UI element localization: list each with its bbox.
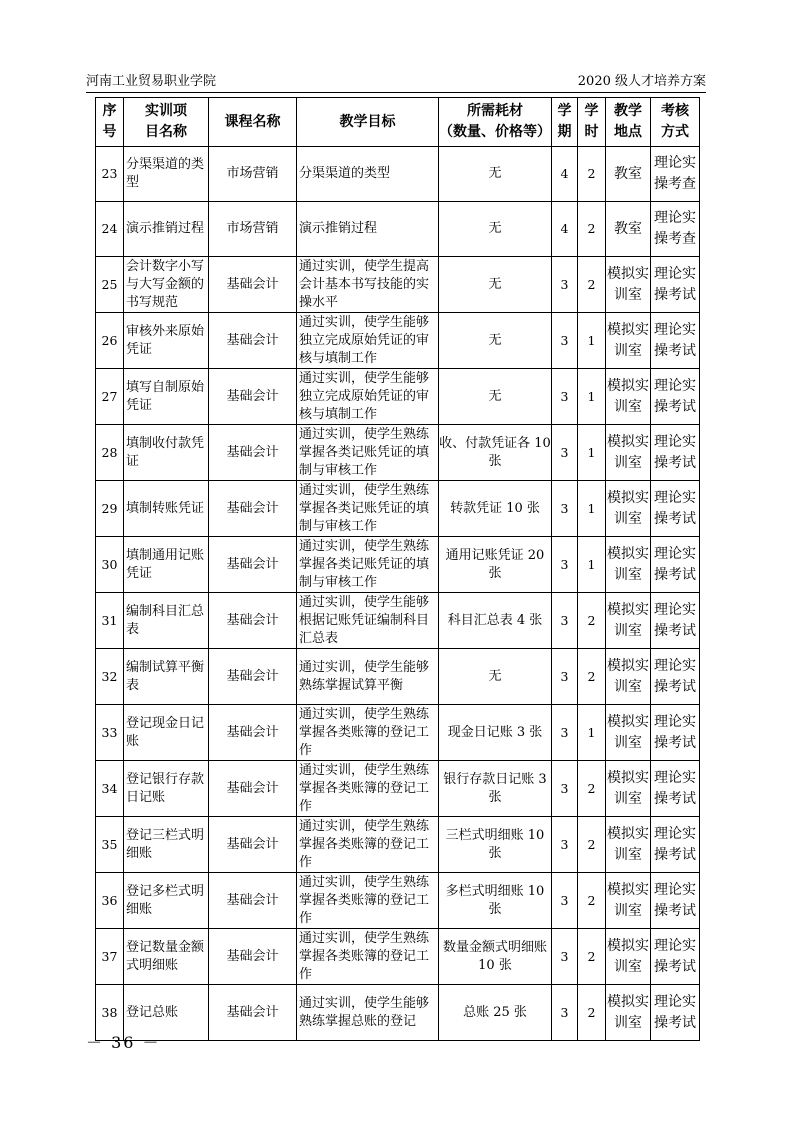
cell-no: 36 (96, 873, 124, 929)
cell-no: 29 (96, 481, 124, 537)
cell-exam: 理论实操考试 (651, 929, 700, 985)
cell-goal: 通过实训，使学生熟练掌握各类记账凭证的填制与审核工作 (297, 537, 439, 593)
cell-term: 3 (552, 873, 578, 929)
cell-project: 登记总账 (124, 985, 209, 1041)
table-row (96, 761, 700, 817)
cell-course: 基础会计 (209, 481, 297, 537)
table-row (96, 425, 700, 481)
cell-no: 32 (96, 649, 124, 705)
table-row (96, 649, 700, 705)
cell-term: 3 (552, 481, 578, 537)
cell-hours: 1 (578, 369, 606, 425)
cell-course: 基础会计 (209, 425, 297, 481)
cell-term: 3 (552, 817, 578, 873)
cell-exam: 理论实操考试 (651, 873, 700, 929)
table-row (96, 257, 700, 313)
cell-no: 33 (96, 705, 124, 761)
cell-location: 模拟实训室 (606, 929, 651, 985)
cell-course: 基础会计 (209, 817, 297, 873)
cell-location: 教室 (606, 147, 651, 202)
cell-location: 模拟实训室 (606, 593, 651, 649)
cell-exam: 理论实操考试 (651, 985, 700, 1041)
header-materials: 所需耗材 （数量、价格等） (439, 98, 552, 147)
cell-hours: 1 (578, 481, 606, 537)
cell-hours: 1 (578, 425, 606, 481)
cell-goal: 通过实训，使学生能够独立完成原始凭证的审核与填制工作 (297, 369, 439, 425)
cell-no: 30 (96, 537, 124, 593)
cell-goal: 演示推销过程 (297, 202, 439, 257)
cell-project: 填制收付款凭证 (124, 425, 209, 481)
table-row (96, 147, 700, 202)
cell-hours: 2 (578, 761, 606, 817)
page-number: － 36 － (86, 1033, 161, 1052)
cell-hours: 1 (578, 537, 606, 593)
cell-location: 模拟实训室 (606, 873, 651, 929)
cell-project: 登记三栏式明细账 (124, 817, 209, 873)
cell-no: 38 (96, 985, 124, 1041)
cell-no: 35 (96, 817, 124, 873)
cell-project: 演示推销过程 (124, 202, 209, 257)
cell-term: 3 (552, 425, 578, 481)
cell-no: 31 (96, 593, 124, 649)
header-term: 学 期 (552, 98, 578, 147)
cell-course: 市场营销 (209, 147, 297, 202)
cell-materials: 三栏式明细账 10 张 (439, 817, 552, 873)
cell-materials: 科目汇总表 4 张 (439, 593, 552, 649)
cell-hours: 2 (578, 817, 606, 873)
cell-location: 模拟实训室 (606, 649, 651, 705)
cell-materials: 无 (439, 147, 552, 202)
cell-project: 登记多栏式明细账 (124, 873, 209, 929)
table-row (96, 537, 700, 593)
cell-materials: 无 (439, 257, 552, 313)
cell-no: 23 (96, 147, 124, 202)
cell-goal: 通过实训，使学生能够独立完成原始凭证的审核与填制工作 (297, 313, 439, 369)
table-row (96, 873, 700, 929)
cell-term: 4 (552, 147, 578, 202)
cell-materials: 无 (439, 202, 552, 257)
cell-hours: 2 (578, 873, 606, 929)
cell-term: 3 (552, 649, 578, 705)
cell-exam: 理论实操考试 (651, 649, 700, 705)
header-goal: 教学目标 (297, 98, 439, 147)
cell-materials: 无 (439, 369, 552, 425)
cell-goal: 通过实训，使学生熟练掌握各类账簿的登记工作 (297, 929, 439, 985)
cell-materials: 转款凭证 10 张 (439, 481, 552, 537)
cell-exam: 理论实操考试 (651, 761, 700, 817)
cell-course: 基础会计 (209, 369, 297, 425)
cell-location: 模拟实训室 (606, 985, 651, 1041)
cell-materials: 数量金额式明细账 10 张 (439, 929, 552, 985)
cell-course: 市场营销 (209, 202, 297, 257)
header-institution: 河南工业贸易职业学院 (86, 74, 217, 89)
cell-course: 基础会计 (209, 985, 297, 1041)
cell-term: 3 (552, 257, 578, 313)
cell-term: 3 (552, 761, 578, 817)
cell-location: 教室 (606, 202, 651, 257)
header-document-title: 2020 级人才培养方案 (577, 74, 706, 89)
cell-project: 编制科目汇总表 (124, 593, 209, 649)
cell-exam: 理论实操考试 (651, 593, 700, 649)
cell-exam: 理论实操考试 (651, 817, 700, 873)
cell-goal: 通过实训，使学生熟练掌握各类账簿的登记工作 (297, 873, 439, 929)
cell-location: 模拟实训室 (606, 257, 651, 313)
table-row (96, 202, 700, 257)
header-location: 教学 地点 (606, 98, 651, 147)
cell-location: 模拟实训室 (606, 481, 651, 537)
cell-goal: 通过实训，使学生熟练掌握各类记账凭证的填制与审核工作 (297, 481, 439, 537)
cell-materials: 现金日记账 3 张 (439, 705, 552, 761)
cell-project: 填制通用记账凭证 (124, 537, 209, 593)
table-row (96, 369, 700, 425)
cell-exam: 理论实操考试 (651, 481, 700, 537)
cell-no: 27 (96, 369, 124, 425)
cell-goal: 通过实训，使学生熟练掌握各类账簿的登记工作 (297, 761, 439, 817)
cell-location: 模拟实训室 (606, 537, 651, 593)
cell-exam: 理论实操考试 (651, 425, 700, 481)
cell-location: 模拟实训室 (606, 817, 651, 873)
cell-goal: 分渠渠道的类型 (297, 147, 439, 202)
cell-hours: 2 (578, 985, 606, 1041)
table-row (96, 313, 700, 369)
cell-goal: 通过实训，使学生熟练掌握各类账簿的登记工作 (297, 705, 439, 761)
cell-exam: 理论实操考试 (651, 313, 700, 369)
table-row (96, 817, 700, 873)
cell-course: 基础会计 (209, 873, 297, 929)
table-row (96, 705, 700, 761)
header-hours: 学 时 (578, 98, 606, 147)
header-course: 课程名称 (209, 98, 297, 147)
cell-materials: 通用记账凭证 20 张 (439, 537, 552, 593)
cell-location: 模拟实训室 (606, 761, 651, 817)
cell-materials: 银行存款日记账 3 张 (439, 761, 552, 817)
cell-term: 4 (552, 202, 578, 257)
cell-course: 基础会计 (209, 705, 297, 761)
cell-no: 37 (96, 929, 124, 985)
cell-goal: 通过实训，使学生能够根据记账凭证编制科目汇总表 (297, 593, 439, 649)
cell-goal: 通过实训，使学生提高会计基本书写技能的实操水平 (297, 257, 439, 313)
cell-project: 填写自制原始凭证 (124, 369, 209, 425)
cell-materials: 总账 25 张 (439, 985, 552, 1041)
cell-exam: 理论实操考试 (651, 705, 700, 761)
cell-no: 34 (96, 761, 124, 817)
cell-hours: 2 (578, 593, 606, 649)
cell-term: 3 (552, 369, 578, 425)
cell-materials: 无 (439, 649, 552, 705)
table-row (96, 929, 700, 985)
cell-term: 3 (552, 705, 578, 761)
cell-project: 分渠渠道的类型 (124, 147, 209, 202)
cell-course: 基础会计 (209, 257, 297, 313)
cell-hours: 1 (578, 313, 606, 369)
cell-goal: 通过实训，使学生能够熟练掌握试算平衡 (297, 649, 439, 705)
header-seq: 序 号 (96, 98, 124, 147)
header-exam: 考核 方式 (651, 98, 700, 147)
cell-no: 25 (96, 257, 124, 313)
cell-hours: 2 (578, 649, 606, 705)
cell-location: 模拟实训室 (606, 369, 651, 425)
cell-course: 基础会计 (209, 761, 297, 817)
cell-term: 3 (552, 537, 578, 593)
cell-goal: 通过实训，使学生能够熟练掌握总账的登记 (297, 985, 439, 1041)
cell-project: 会计数字小写与大写金额的书写规范 (124, 257, 209, 313)
header-project: 实训项 目名称 (124, 98, 209, 147)
cell-hours: 1 (578, 705, 606, 761)
cell-materials: 无 (439, 313, 552, 369)
cell-course: 基础会计 (209, 593, 297, 649)
cell-term: 3 (552, 985, 578, 1041)
cell-course: 基础会计 (209, 313, 297, 369)
cell-materials: 收、付款凭证各 10 张 (439, 425, 552, 481)
cell-hours: 2 (578, 202, 606, 257)
training-table (95, 97, 700, 1041)
table-header-row (96, 98, 700, 147)
cell-materials: 多栏式明细账 10 张 (439, 873, 552, 929)
cell-project: 登记现金日记账 (124, 705, 209, 761)
cell-location: 模拟实训室 (606, 425, 651, 481)
cell-hours: 2 (578, 929, 606, 985)
cell-term: 3 (552, 929, 578, 985)
cell-term: 3 (552, 313, 578, 369)
cell-project: 审核外来原始凭证 (124, 313, 209, 369)
cell-exam: 理论实操考查 (651, 147, 700, 202)
page-header (86, 70, 706, 93)
cell-goal: 通过实训，使学生熟练掌握各类记账凭证的填制与审核工作 (297, 425, 439, 481)
cell-exam: 理论实操考查 (651, 202, 700, 257)
cell-exam: 理论实操考试 (651, 369, 700, 425)
cell-location: 模拟实训室 (606, 705, 651, 761)
cell-course: 基础会计 (209, 537, 297, 593)
cell-no: 26 (96, 313, 124, 369)
cell-exam: 理论实操考试 (651, 537, 700, 593)
cell-term: 3 (552, 593, 578, 649)
cell-hours: 2 (578, 257, 606, 313)
cell-project: 登记银行存款日记账 (124, 761, 209, 817)
table-row (96, 985, 700, 1041)
cell-course: 基础会计 (209, 649, 297, 705)
table-row (96, 481, 700, 537)
table-row (96, 593, 700, 649)
cell-project: 登记数量金额式明细账 (124, 929, 209, 985)
cell-project: 编制试算平衡表 (124, 649, 209, 705)
cell-goal: 通过实训，使学生熟练掌握各类账簿的登记工作 (297, 817, 439, 873)
cell-no: 24 (96, 202, 124, 257)
cell-exam: 理论实操考试 (651, 257, 700, 313)
cell-no: 28 (96, 425, 124, 481)
cell-course: 基础会计 (209, 929, 297, 985)
cell-project: 填制转账凭证 (124, 481, 209, 537)
cell-hours: 2 (578, 147, 606, 202)
cell-location: 模拟实训室 (606, 313, 651, 369)
